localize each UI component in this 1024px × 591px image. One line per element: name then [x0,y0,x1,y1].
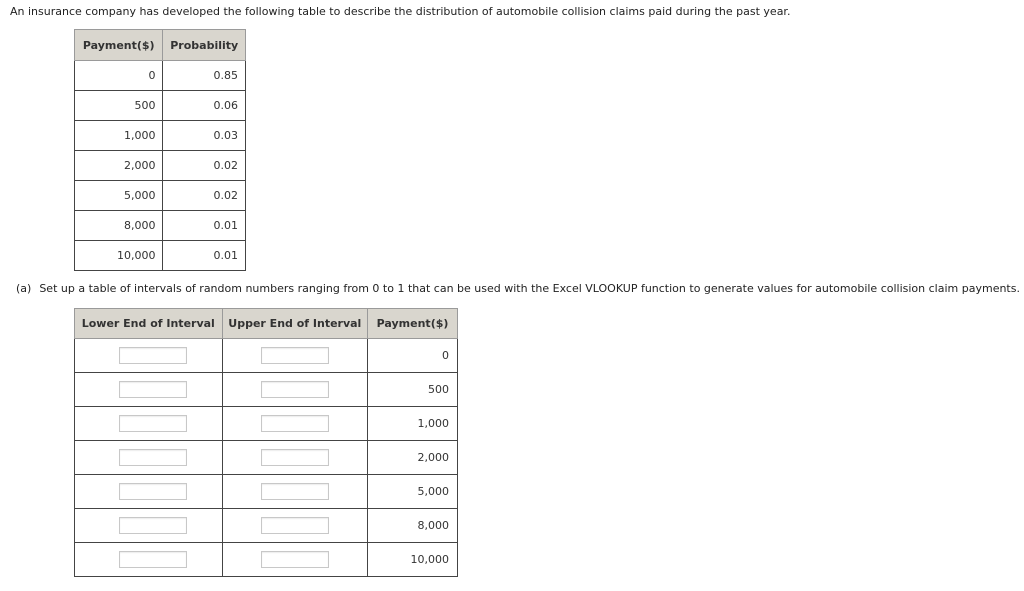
upper-end-input[interactable] [261,449,329,466]
upper-end-cell [222,475,368,509]
lower-end-cell [75,441,223,475]
payment-cell: 10,000 [75,241,163,271]
table-row [75,181,246,211]
table-row [75,211,246,241]
part-a-text: Set up a table of intervals of random numbers ranging from 0 to 1 that can be used with the Excel VLOOKUP function to generate values for automobile collision claim payments. [39,282,1020,295]
distribution-table [74,29,246,271]
lower-end-cell [75,475,223,509]
table-row [75,61,246,91]
table-row [75,241,246,271]
payment-cell: 1,000 [75,121,163,151]
upper-end-cell [222,441,368,475]
table-row [75,509,458,543]
intro-text: An insurance company has developed the following table to describe the distribution of automobile collision claims paid during the past year. [10,5,791,18]
probability-column-header: Probability [163,30,246,61]
payment-cell: 0 [75,61,163,91]
payment-cell: 1,000 [368,407,458,441]
payment-cell: 2,000 [368,441,458,475]
lower-end-column-header: Lower End of Interval [75,309,223,339]
upper-end-input[interactable] [261,347,329,364]
upper-end-input[interactable] [261,381,329,398]
lower-end-input[interactable] [119,483,187,500]
lower-end-input[interactable] [119,449,187,466]
upper-end-input[interactable] [261,551,329,568]
payment-cell: 5,000 [75,181,163,211]
payment-cell: 500 [368,373,458,407]
upper-end-input[interactable] [261,483,329,500]
upper-end-cell [222,373,368,407]
probability-cell: 0.01 [163,241,246,271]
payment-cell: 500 [75,91,163,121]
upper-end-cell [222,339,368,373]
payment-column-header: Payment($) [75,30,163,61]
interval-header-row [75,309,458,339]
part-a-label: (a) [16,282,32,295]
table-row [75,407,458,441]
upper-end-column-header: Upper End of Interval [222,309,368,339]
payment-cell: 2,000 [75,151,163,181]
table-row [75,441,458,475]
payment-cell: 8,000 [368,509,458,543]
lower-end-input[interactable] [119,347,187,364]
question-part-a [16,282,1020,296]
upper-end-cell [222,543,368,577]
upper-end-input[interactable] [261,415,329,432]
upper-end-cell [222,407,368,441]
probability-cell: 0.02 [163,151,246,181]
lower-end-cell [75,543,223,577]
lower-end-input[interactable] [119,415,187,432]
lower-end-input[interactable] [119,517,187,534]
probability-cell: 0.03 [163,121,246,151]
probability-cell: 0.85 [163,61,246,91]
lower-end-cell [75,407,223,441]
table-row [75,373,458,407]
table-row [75,91,246,121]
lower-end-cell [75,509,223,543]
probability-cell: 0.02 [163,181,246,211]
lower-end-input[interactable] [119,381,187,398]
interval-payment-column-header: Payment($) [368,309,458,339]
probability-cell: 0.06 [163,91,246,121]
distribution-header-row [75,30,246,61]
lower-end-cell [75,339,223,373]
payment-cell: 8,000 [75,211,163,241]
probability-cell: 0.01 [163,211,246,241]
upper-end-input[interactable] [261,517,329,534]
payment-cell: 10,000 [368,543,458,577]
lower-end-cell [75,373,223,407]
interval-table [74,308,458,577]
upper-end-cell [222,509,368,543]
payment-cell: 0 [368,339,458,373]
table-row [75,339,458,373]
payment-cell: 5,000 [368,475,458,509]
table-row [75,121,246,151]
table-row [75,151,246,181]
table-row [75,475,458,509]
table-row [75,543,458,577]
lower-end-input[interactable] [119,551,187,568]
